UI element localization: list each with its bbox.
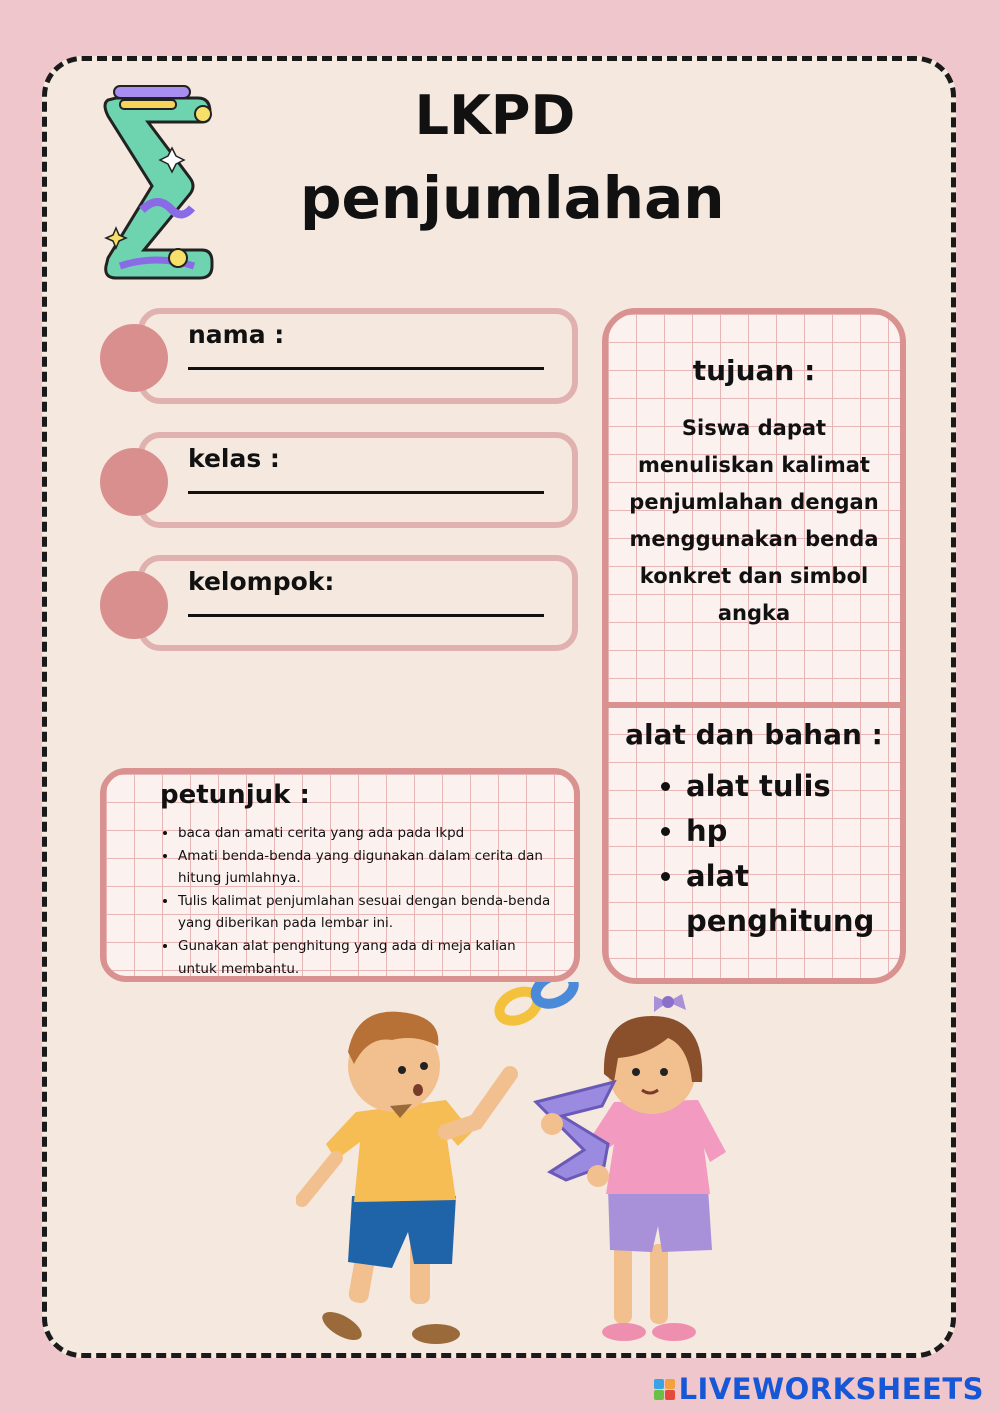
materials-item: • alat tulis bbox=[686, 764, 876, 809]
children-illustration bbox=[296, 982, 736, 1352]
name-bullet-circle bbox=[100, 324, 168, 392]
class-write-line[interactable] bbox=[188, 491, 544, 494]
page-subtitle: penjumlahan bbox=[300, 164, 725, 232]
materials-item: • hp bbox=[686, 809, 876, 854]
page-title: LKPD bbox=[414, 84, 576, 147]
materials-item: • alat penghitung bbox=[686, 854, 876, 944]
instruction-item: • Gunakan alat penghitung yang ada di meja kalian untuk membantu. bbox=[178, 935, 558, 980]
group-field-box bbox=[138, 555, 578, 651]
goals-title: tujuan : bbox=[692, 354, 816, 387]
brand-name: LIVEWORKSHEETS bbox=[678, 1372, 984, 1406]
infinity-symbol-icon bbox=[495, 982, 578, 1026]
liveworksheets-mark-icon bbox=[654, 1379, 675, 1400]
group-label: kelompok: bbox=[188, 567, 335, 596]
group-write-line[interactable] bbox=[188, 614, 544, 617]
materials-list bbox=[650, 764, 876, 944]
group-bullet-circle bbox=[100, 571, 168, 639]
panel-divider bbox=[608, 702, 900, 708]
goals-materials-panel bbox=[602, 308, 906, 984]
instruction-item: • baca dan amati cerita yang ada pada lkpd bbox=[178, 822, 558, 845]
liveworksheets-logo[interactable] bbox=[654, 1372, 984, 1406]
instructions-title: petunjuk : bbox=[160, 780, 310, 810]
boy-figure bbox=[302, 1012, 510, 1346]
goals-text: Siswa dapat menuliskan kalimat penjumlahan dengan menggunakan benda konkret dan simbol angka bbox=[629, 416, 879, 625]
class-label: kelas : bbox=[188, 444, 280, 473]
materials-title: alat dan bahan : bbox=[625, 718, 883, 751]
name-field-box bbox=[138, 308, 578, 404]
instructions-box bbox=[100, 768, 580, 982]
name-write-line[interactable] bbox=[188, 367, 544, 370]
instructions-list bbox=[124, 822, 558, 980]
sigma-decoration-icon bbox=[98, 82, 216, 284]
instruction-item: • Amati benda-benda yang digunakan dalam cerita dan hitung jumlahnya. bbox=[178, 845, 558, 890]
instruction-item: • Tulis kalimat penjumlahan sesuai dengan benda-benda yang diberikan pada lembar ini. bbox=[178, 890, 558, 935]
class-bullet-circle bbox=[100, 448, 168, 516]
class-field-box bbox=[138, 432, 578, 528]
name-label: nama : bbox=[188, 320, 285, 349]
girl-figure bbox=[536, 994, 726, 1341]
